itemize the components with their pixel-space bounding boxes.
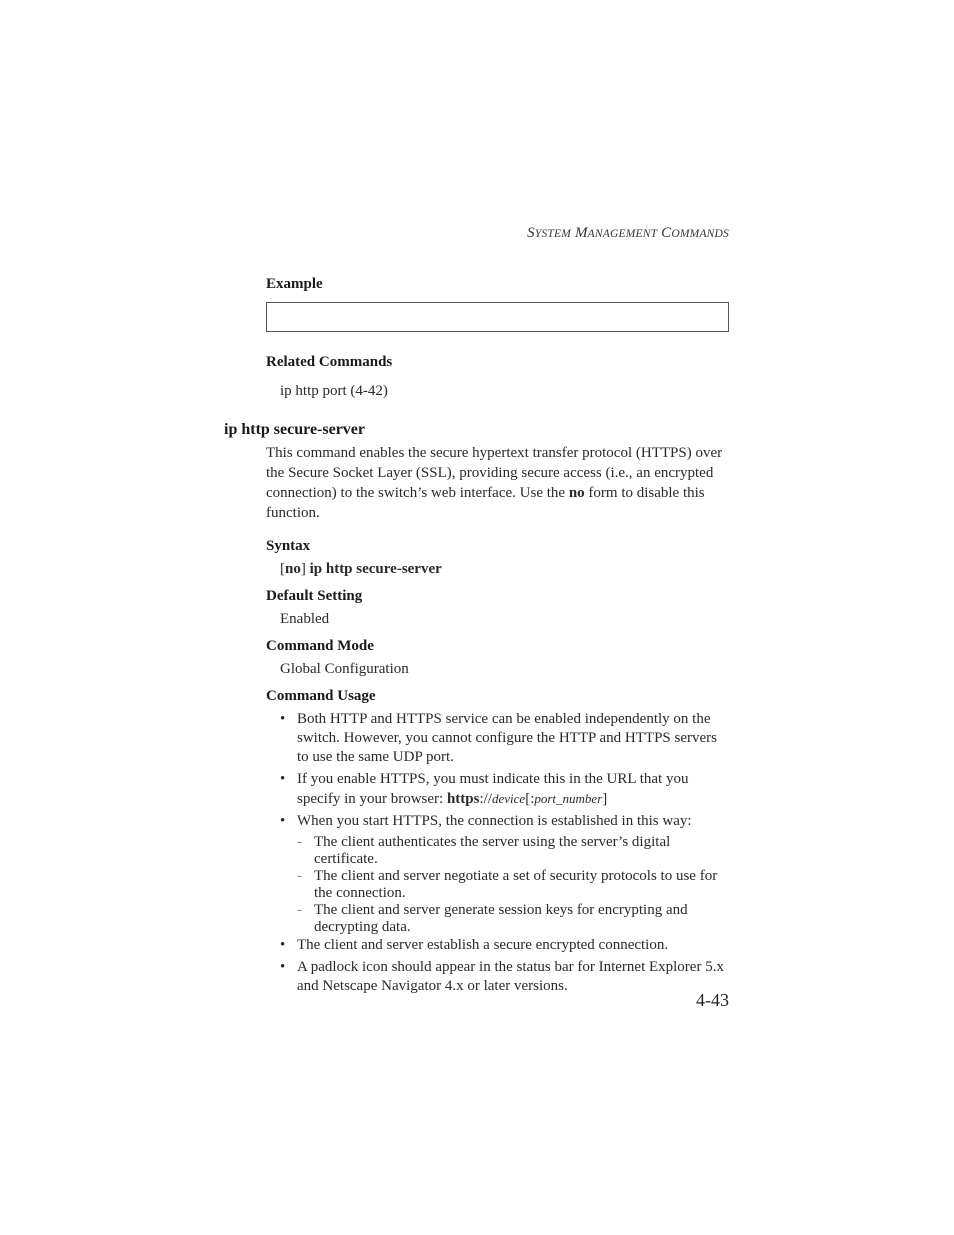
related-commands-heading: Related Commands — [266, 354, 393, 370]
default-setting-value: Enabled — [280, 611, 330, 627]
running-header: SYSTEM MANAGEMENT COMMANDS — [527, 225, 729, 241]
command-mode-heading: Command Mode — [266, 638, 374, 654]
list-item: • A padlock icon should appear in the status bar for Internet Explorer 5.x and Netscape Navigator 4.x or later versions. — [280, 959, 724, 994]
syntax-line: [no] ip http secure-server — [280, 561, 442, 577]
usage-list — [280, 710, 732, 996]
sub-list-item: - The client authenticates the server using the server’s digital certificate. — [297, 834, 671, 867]
syntax-heading: Syntax — [266, 538, 311, 554]
bullet-marker: • — [280, 959, 286, 975]
command-mode-value: Global Configuration — [280, 661, 409, 677]
sub-list-item: - The client and server negotiate a set of security protocols to use for the connection. — [297, 868, 718, 901]
example-heading: Example — [266, 276, 323, 292]
sub-list-item: - The client and server generate session keys for encrypting and decrypting data. — [297, 902, 688, 935]
bullet-marker: • — [280, 813, 286, 829]
default-setting-heading: Default Setting — [266, 588, 363, 604]
command-description: This command enables the secure hypertext transfer protocol (HTTPS) over the Secure Socket Layer (SSL), providing secure access (i.e., an encrypted connection) to the switch’s web interface. Use the no form to disable this function. — [266, 445, 723, 521]
related-command-link: ip http port (4-42) — [280, 383, 388, 399]
bullet-marker: • — [280, 711, 286, 727]
list-item: • If you enable HTTPS, you must indicate this in the URL that you specify in your browser: https://device[:port_number] — [280, 771, 689, 807]
list-item: • When you start HTTPS, the connection is established in this way: - The client authenticates the server using the server’s digital certificate. - The client and server negotiate a set of security protocols to use for the connection. - The client and server generate session keys for encrypting and decrypting data. — [280, 812, 732, 936]
command-usage-heading: Command Usage — [266, 688, 376, 704]
bullet-marker: • — [280, 937, 286, 953]
bullet-marker: • — [280, 771, 286, 787]
page-number: 4-43 — [696, 990, 729, 1010]
list-item: • Both HTTP and HTTPS service can be enabled independently on the switch. However, you cannot configure the HTTP and HTTPS servers to use the same UDP port. — [280, 711, 717, 765]
list-item: • The client and server establish a secure encrypted connection. — [280, 937, 669, 953]
command-title: ip http secure-server — [224, 421, 365, 438]
example-box — [266, 302, 729, 332]
